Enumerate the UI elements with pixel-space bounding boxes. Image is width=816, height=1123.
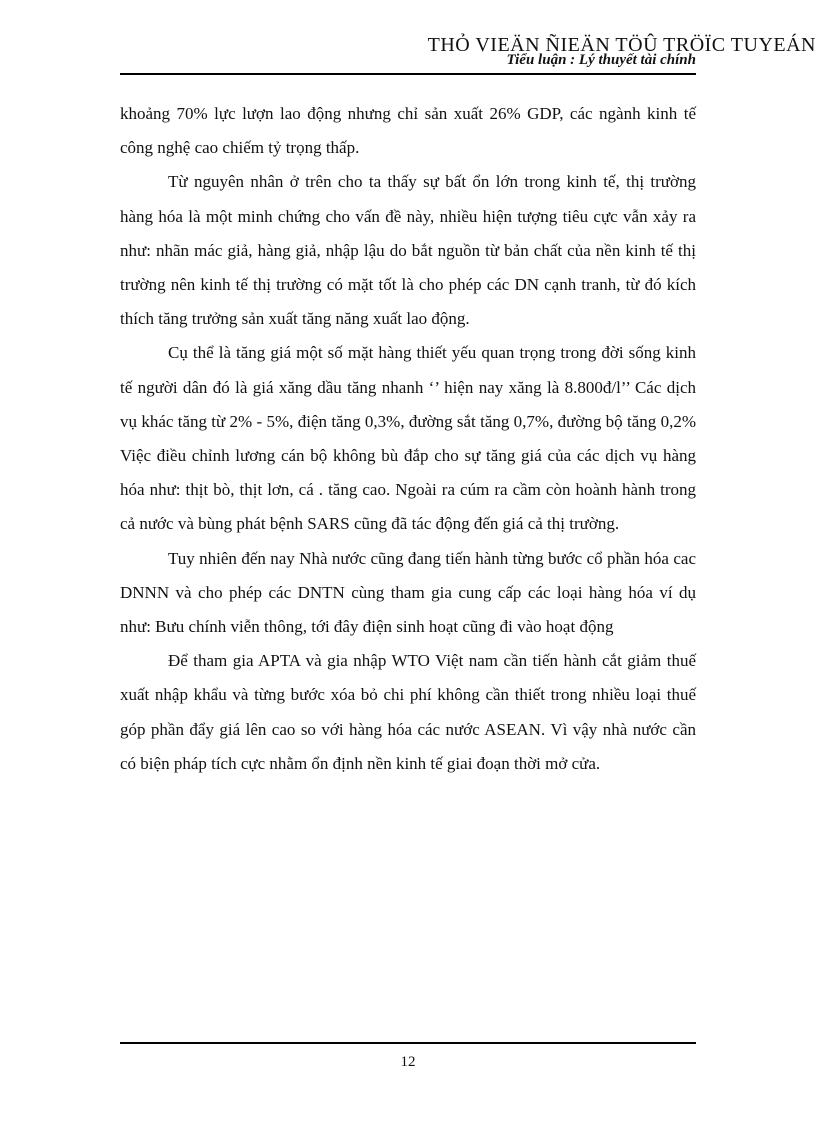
paragraph: Để tham gia APTA và gia nhập WTO Việt nam cần tiến hành cắt giảm thuế xuất nhập khẩu và từng bước xóa bỏ chi phí không cần thiết trong nhiều loại thuế góp phần đẩy giá lên cao so với hàng hóa các nước ASEAN. Vì vậy nhà nước cần có biện pháp tích cực nhằm ổn định nền kinh tế giai đoạn thời mở cửa. [120,651,696,773]
paragraph: Tuy nhiên đến nay Nhà nước cũng đang tiến hành từng bước cổ phần hóa cac DNNN và cho phép các DNTN cùng tham gia cung cấp các loại hàng hóa ví dụ như: Bưu chính viễn thông, tới đây điện sinh hoạt cũng đi vào hoạt động [120,548,696,637]
page-number: 12 [400,1054,416,1070]
footer-divider [120,1042,696,1044]
header-divider [120,73,696,75]
paragraph-continuation: khoảng 70% lực lượn lao động nhưng chỉ sản xuất 26% GDP, các ngành kinh tế công nghệ cao chiếm tỷ trọng thấp. [120,104,696,158]
document-title: Tiểu luận : Lý thuyết tài chính [506,52,696,68]
paragraph: Cụ thể là tăng giá một số mặt hàng thiết yếu quan trọng trong đời sống kinh tế người dân đó là giá xăng dầu tăng nhanh ‘’ hiện nay xăng là 8.800đ/l’’ Các dịch vụ khác tăng từ 2% - 5%, điện tăng 0,3%, đường sắt tăng 0,7%, đường bộ tăng 0,2% Việc điều chỉnh lương cán bộ không bù đắp cho sự tăng giá của các dịch vụ hàng hóa như: thịt bò, thịt lơn, cá . tăng cao. Ngoài ra cúm ra cầm còn hoành hành trong cả nước và bùng phát bệnh SARS cũng đã tác động đến giá cả thị trường. [120,343,696,534]
paragraph: Từ nguyên nhân ở trên cho ta thấy sự bất ổn lớn trong kinh tế, thị trường hàng hóa là một minh chứng cho vấn đề này, nhiều hiện tượng tiêu cực vẫn xảy ra như: nhãn mác giả, hàng giả, nhập lậu do bắt nguồn từ bản chất của nền kinh tế thị trường nên kinh tế thị trường có mặt tốt là cho phép các DN cạnh tranh, từ đó kích thích tăng trưởng sản xuất tăng năng xuất lao động. [120,172,696,329]
body-text [120,97,696,781]
watermark-text: THỎ VIEÄN ÑIEÄN TÖÛ TRÖÏC TUYEÁN [427,34,816,56]
